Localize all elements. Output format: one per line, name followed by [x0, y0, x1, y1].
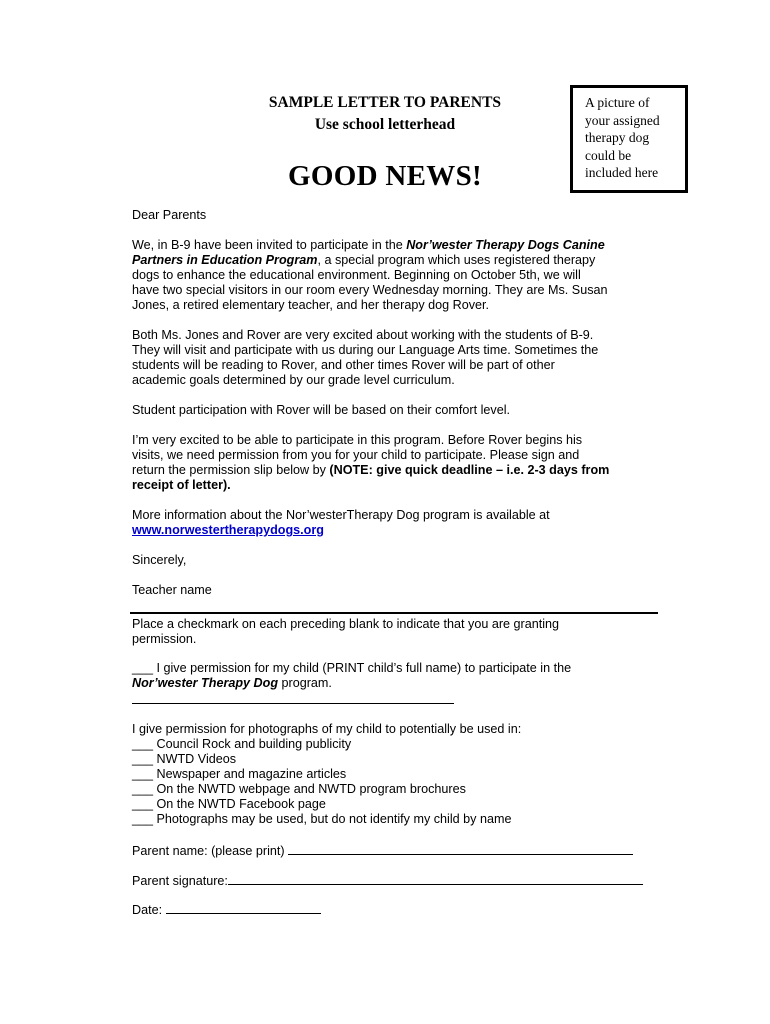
- date-row: [132, 902, 321, 918]
- letterhead-note: Use school letterhead: [314, 116, 456, 133]
- paragraph-1-line: dogs to enhance the educational environment. Beginning on October 5th, we will: [132, 268, 581, 282]
- photo-option[interactable]: ___ Council Rock and building publicity: [132, 737, 352, 751]
- closing: Sincerely,: [132, 553, 187, 567]
- photo-option[interactable]: ___ On the NWTD webpage and NWTD program brochures: [132, 782, 466, 796]
- permission-line: Nor’wester Therapy Dog program.: [132, 676, 332, 690]
- photo-option[interactable]: ___ Newspaper and magazine articles: [132, 767, 347, 781]
- website-link-line: [132, 523, 324, 538]
- photo-box-line: could be: [585, 147, 632, 163]
- paragraph-4-line: receipt of letter).: [132, 478, 231, 492]
- program-name-cont: Partners in Education Program: [132, 253, 318, 267]
- teacher-name: Teacher name: [132, 583, 212, 597]
- child-name-field[interactable]: [132, 692, 454, 708]
- parent-name-field[interactable]: [288, 843, 633, 855]
- deadline-note: (NOTE: give quick deadline – i.e. 2-3 days from: [329, 463, 610, 477]
- photo-option[interactable]: ___ Photographs may be used, but do not identify my child by name: [132, 812, 512, 826]
- parent-signature-label: Parent signature:: [132, 874, 228, 888]
- paragraph-4-line: I’m very excited to be able to participate in this program. Before Rover begins his: [132, 433, 583, 447]
- good-news-headline: GOOD NEWS!: [288, 160, 482, 192]
- paragraph-2-line: academic goals determined by our grade level curriculum.: [132, 373, 455, 387]
- parent-signature-row: [132, 873, 643, 889]
- website-link[interactable]: www.norwestertherapydogs.org: [132, 523, 324, 537]
- slip-instructions-line: Place a checkmark on each preceding blank to indicate that you are granting: [132, 617, 560, 631]
- photo-option[interactable]: ___ NWTD Videos: [132, 752, 237, 766]
- paragraph-5-line: More information about the Nor’westerTherapy Dog program is available at: [132, 508, 550, 522]
- parent-name-label: Parent name: (please print): [132, 844, 289, 858]
- paragraph-2-line: Both Ms. Jones and Rover are very excited about working with the students of B-9.: [132, 328, 594, 342]
- section-divider: [130, 612, 658, 614]
- photo-box-line: therapy dog: [585, 130, 650, 145]
- program-name: Nor’wester Therapy Dogs Canine: [406, 238, 605, 252]
- paragraph-1-line: Jones, a retired elementary teacher, and her therapy dog Rover.: [132, 298, 490, 312]
- paragraph-2-line: students will be reading to Rover, and other times Rover will be part of other: [132, 358, 555, 372]
- photo-option[interactable]: ___ On the NWTD Facebook page: [132, 797, 326, 811]
- parent-name-row: [132, 843, 633, 859]
- parent-signature-field[interactable]: [228, 873, 643, 885]
- paragraph-1-line: have two special visitors in our room every Wednesday morning. They are Ms. Susan: [132, 283, 608, 297]
- permission-checkbox-line[interactable]: ___ I give permission for my child (PRINT child’s full name) to participate in the: [132, 661, 572, 675]
- paragraph-2-line: They will visit and participate with us during our Language Arts time. Sometimes the: [132, 343, 599, 357]
- photo-box-line: A picture of: [585, 95, 650, 110]
- photo-box-line: included here: [585, 165, 659, 180]
- slip-instructions-line: permission.: [132, 632, 197, 646]
- date-label: Date:: [132, 903, 166, 917]
- dog-picture-placeholder: [570, 85, 688, 193]
- photo-permission-intro: I give permission for photographs of my child to potentially be used in:: [132, 722, 522, 736]
- paragraph-4-line: visits, we need permission from you for your child to participate. Please sign and: [132, 448, 580, 462]
- paragraph-1-line: We, in B-9 have been invited to participate in the Nor’wester Therapy Dogs Canine: [132, 238, 605, 252]
- paragraph-4-line: return the permission slip below by (NOTE: give quick deadline – i.e. 2-3 days from: [132, 463, 610, 477]
- letter-title: SAMPLE LETTER TO PARENTS: [268, 94, 502, 111]
- program-name-short: Nor’wester Therapy Dog: [132, 676, 279, 690]
- greeting: Dear Parents: [132, 208, 207, 222]
- paragraph-3: Student participation with Rover will be based on their comfort level.: [132, 403, 511, 417]
- date-field[interactable]: [166, 902, 321, 914]
- photo-box-line: your assigned: [585, 112, 660, 128]
- paragraph-1-line: Partners in Education Program, a special program which uses registered therapy: [132, 253, 596, 267]
